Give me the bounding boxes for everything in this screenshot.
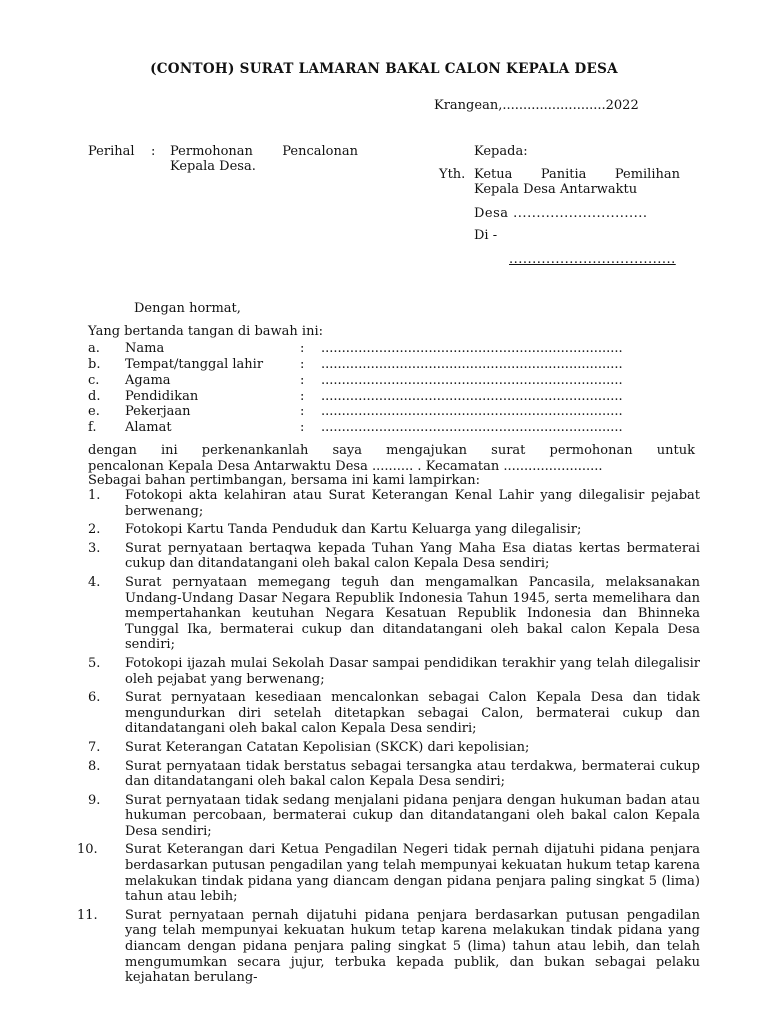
recipient-line-1: Ketua Panitia Pemilihan	[474, 167, 680, 182]
field-value: .........................................................................	[321, 420, 623, 435]
list-item	[88, 690, 700, 737]
list-item	[77, 842, 700, 905]
field-label: Tempat/tanggal lahir	[125, 357, 264, 372]
field-colon: :	[300, 420, 305, 435]
attachment-list	[77, 488, 700, 986]
list-item-text: Surat Keterangan Catatan Kepolisian (SKCK) dari kepolisian;	[125, 739, 530, 755]
list-item-text: Surat pernyataan kesediaan mencalonkan sebagai Calon Kepala Desa dan tidak mengundurkan diri setelah ditetapkan sebagai Calon, bermaterai cukup dan ditandatangani oleh bakal calon Kepala Desa sendiri;	[125, 690, 700, 737]
list-item-number: 1.	[88, 488, 101, 503]
field-value: .........................................................................	[321, 341, 623, 356]
field-label: Nama	[125, 341, 165, 356]
field-key: f.	[88, 420, 97, 435]
list-item-text: Surat Keterangan dari Ketua Pengadilan Negeri tidak pernah dijatuhi pidana penjara berdasarkan putusan pengadilan yang telah mempunyai kekuatan hukum tetap karena melakukan tindak pidana yang diancam dengan pidana penjara paling singkat 5 (lima) tahun atau lebih;	[125, 842, 700, 905]
recipient-desa: Desa .............................	[474, 206, 648, 221]
list-item-text: Surat pernyataan bertaqwa kepada Tuhan Yang Maha Esa diatas kertas bermaterai cukup dan ditandatangani oleh bakal calon Kepala Desa sendiri;	[125, 540, 700, 572]
list-item-text: Surat pernyataan memegang teguh dan mengamalkan Pancasila, melaksanakan Undang-Undang Dasar Negara Republik Indonesia Tahun 1945, serta memelihara dan mempertahankan keutuhan Negara Kesatuan Republik Indonesia dan Bhinneka Tunggal Ika, bermaterai cukup dan ditandatangani oleh bakal calon Kepala Desa sendiri;	[125, 574, 700, 653]
list-item-number: 11.	[77, 907, 98, 923]
field-value: .........................................................................	[321, 357, 623, 372]
list-item-text: Surat pernyataan pernah dijatuhi pidana penjara berdasarkan putusan pengadilan yang telah mempunyai kekuatan hukum tetap karena melakukan tindak pidana yang diancam dengan pidana penjara paling singkat 5 (lima) tahun atau lebih, dan telah mengumumkan secara jujur, terbuka kepada publik, dan bukan sebagai pelaku kejahatan berulang-	[125, 907, 700, 986]
list-item	[88, 759, 700, 790]
field-value: .........................................................................	[321, 389, 623, 404]
recipient-line-2: Kepala Desa Antarwaktu	[474, 182, 638, 197]
perihal-line-2: Kepala Desa.	[170, 159, 256, 174]
field-label: Pekerjaan	[125, 404, 191, 419]
list-item-number: 5.	[88, 655, 101, 671]
list-item-number: 2.	[88, 522, 101, 538]
list-item	[88, 740, 700, 756]
recipient-yth: Yth.	[439, 167, 466, 182]
list-item	[88, 488, 700, 519]
list-item-text: Surat pernyataan tidak berstatus sebagai tersangka atau terdakwa, bermaterai cukup dan ditandatangani oleh bakal calon Kepala Desa sendiri;	[125, 758, 700, 790]
perihal-colon: :	[151, 144, 156, 159]
field-key: d.	[88, 389, 101, 404]
list-item-number: 10.	[77, 842, 98, 858]
paragraph-line-2: pencalonan Kepala Desa Antarwaktu Desa .......... . Kecamatan ........................	[88, 459, 603, 474]
recipient-kepada: Kepada:	[474, 144, 528, 159]
field-key: c.	[88, 373, 100, 388]
list-item-number: 6.	[88, 690, 101, 706]
list-item-number: 4.	[88, 574, 101, 590]
perihal-label: Perihal	[88, 144, 135, 159]
field-colon: :	[300, 357, 305, 372]
recipient-dots: ....................................	[509, 252, 676, 267]
list-item-number: 3.	[88, 540, 101, 556]
perihal-line-1: Permohonan Pencalonan	[170, 144, 358, 159]
field-colon: :	[300, 404, 305, 419]
list-item	[88, 793, 700, 840]
intro-text: Yang bertanda tangan di bawah ini:	[88, 324, 323, 339]
field-colon: :	[300, 389, 305, 404]
list-item	[88, 541, 700, 572]
document-title: (CONTOH) SURAT LAMARAN BAKAL CALON KEPALA DESA	[150, 61, 618, 77]
field-key: a.	[88, 341, 100, 356]
field-value: .........................................................................	[321, 373, 623, 388]
field-key: b.	[88, 357, 101, 372]
field-key: e.	[88, 404, 100, 419]
field-colon: :	[300, 341, 305, 356]
greeting: Dengan hormat,	[134, 301, 241, 316]
list-item-number: 9.	[88, 792, 101, 808]
field-value: .........................................................................	[321, 404, 623, 419]
paragraph-attachments-intro: Sebagai bahan pertimbangan, bersama ini kami lampirkan:	[88, 473, 481, 488]
field-colon: :	[300, 373, 305, 388]
recipient-di: Di -	[474, 228, 498, 243]
paragraph-line-1: dengan ini perkenankanlah saya mengajukan surat permohonan untuk	[88, 443, 695, 458]
list-item-text: Fotokopi akta kelahiran atau Surat Keterangan Kenal Lahir yang dilegalisir pejabat berwenang;	[125, 488, 700, 519]
list-item	[77, 907, 700, 986]
list-item-text: Fotokopi Kartu Tanda Penduduk dan Kartu Keluarga yang dilegalisir;	[125, 522, 582, 538]
list-item	[88, 656, 700, 687]
list-item-text: Fotokopi ijazah mulai Sekolah Dasar sampai pendidikan terakhir yang telah dilegalisir oleh pejabat yang berwenang;	[125, 655, 700, 687]
field-label: Alamat	[125, 420, 172, 435]
list-item-text: Surat pernyataan tidak sedang menjalani pidana penjara dengan hukuman badan atau hukuman percobaan, bermaterai cukup dan ditandatangani oleh bakal calon Kepala Desa sendiri;	[125, 792, 700, 839]
list-item	[88, 575, 700, 653]
list-item-number: 7.	[88, 739, 101, 755]
list-item-number: 8.	[88, 758, 101, 774]
list-item	[88, 522, 700, 538]
field-label: Agama	[125, 373, 171, 388]
field-label: Pendidikan	[125, 389, 199, 404]
place-date: Krangean,.........................2022	[434, 98, 639, 113]
